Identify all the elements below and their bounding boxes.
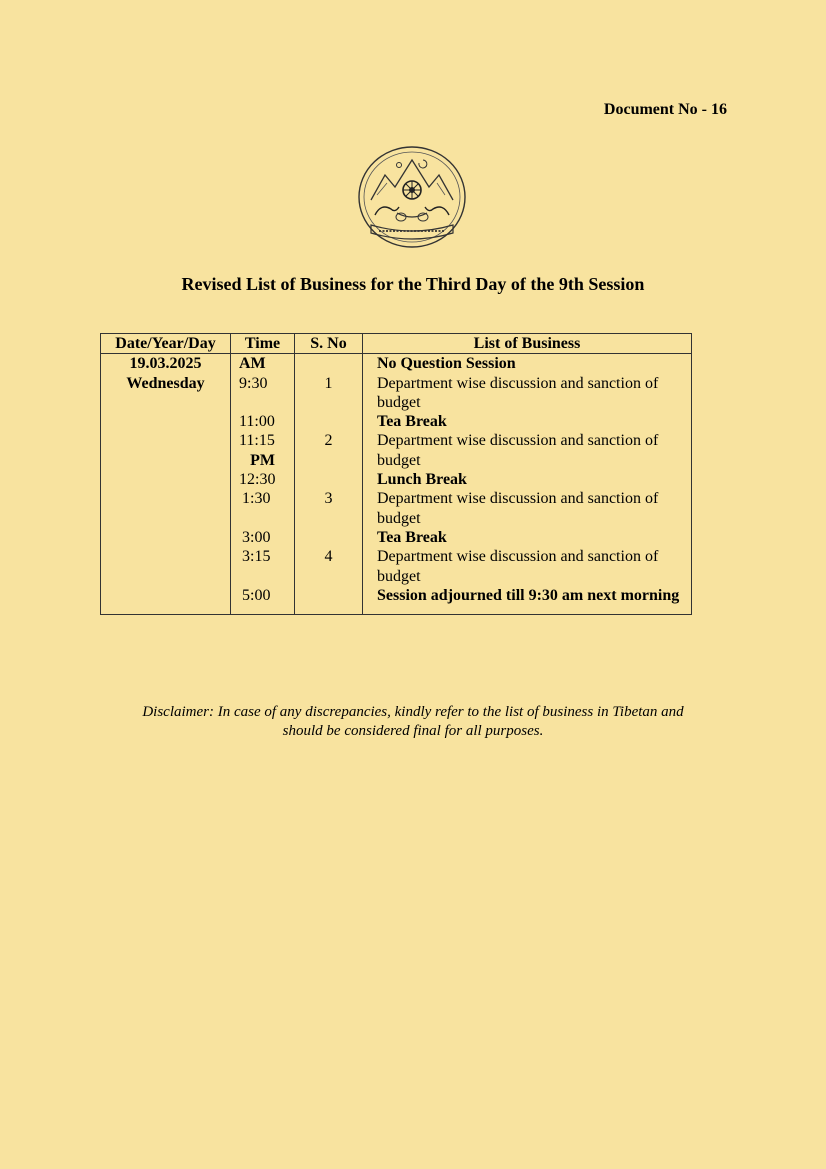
business-item: Department wise discussion and sanction of (377, 490, 659, 508)
table-header-row (101, 334, 692, 354)
business-table (100, 333, 692, 615)
serial-number: 1 (324, 374, 333, 392)
serial-number (295, 567, 362, 586)
disclaimer-line: Disclaimer: In case of any discrepancies, kindly refer to the list of business in Tibetan and (142, 704, 684, 720)
header-sno: S. No (295, 334, 363, 354)
serial-number (295, 470, 362, 489)
business-item: budget (377, 451, 421, 469)
time-slot: 5:00 (242, 586, 271, 604)
business-item: budget (377, 509, 421, 527)
tibetan-parliament-emblem-icon (357, 145, 467, 249)
table-row (101, 354, 692, 615)
serial-number: 2 (324, 432, 333, 450)
date-cell (101, 354, 231, 615)
serial-number (295, 586, 362, 605)
serial-number (295, 451, 362, 470)
header-date: Date/Year/Day (101, 334, 231, 354)
header-list: List of Business (363, 334, 692, 354)
document-number: Document No - 16 (603, 101, 727, 118)
time-pm-label: PM (250, 451, 275, 469)
business-item: Tea Break (377, 413, 447, 431)
time-slot: 12:30 (239, 471, 276, 489)
header-time: Time (231, 334, 295, 354)
time-slot: 11:00 (239, 413, 275, 431)
business-cell (363, 354, 692, 615)
session-date: 19.03.2025 (129, 355, 202, 373)
serial-number (295, 528, 362, 547)
disclaimer-line: should be considered final for all purposes. (282, 723, 544, 739)
serial-number: 4 (324, 548, 333, 566)
serial-number (295, 393, 362, 412)
business-item: Department wise discussion and sanction of (377, 432, 659, 450)
business-item: Tea Break (377, 528, 447, 546)
business-item: budget (377, 567, 421, 585)
session-day: Wednesday (126, 374, 205, 392)
business-item: Lunch Break (377, 471, 467, 489)
serial-number (295, 354, 362, 373)
time-slot (231, 393, 294, 412)
business-item: budget (377, 393, 421, 411)
time-slot: 3:00 (242, 528, 271, 546)
time-slot: 3:15 (242, 548, 271, 566)
business-item: No Question Session (377, 355, 516, 373)
time-cell (231, 354, 295, 615)
time-slot (231, 509, 294, 528)
time-slot: 9:30 (239, 374, 268, 392)
sno-cell (295, 354, 363, 615)
disclaimer (80, 703, 746, 741)
serial-number (295, 412, 362, 431)
serial-number (295, 509, 362, 528)
business-item: Session adjourned till 9:30 am next morning (377, 586, 680, 604)
time-am-label: AM (239, 355, 266, 373)
serial-number: 3 (324, 490, 333, 508)
page-title: Revised List of Business for the Third Day of the 9th Session (181, 274, 645, 294)
business-item: Department wise discussion and sanction of (377, 548, 659, 566)
business-item: Department wise discussion and sanction of (377, 374, 659, 392)
time-slot: 1:30 (242, 490, 271, 508)
time-slot: 11:15 (239, 432, 275, 450)
time-slot (231, 567, 294, 586)
